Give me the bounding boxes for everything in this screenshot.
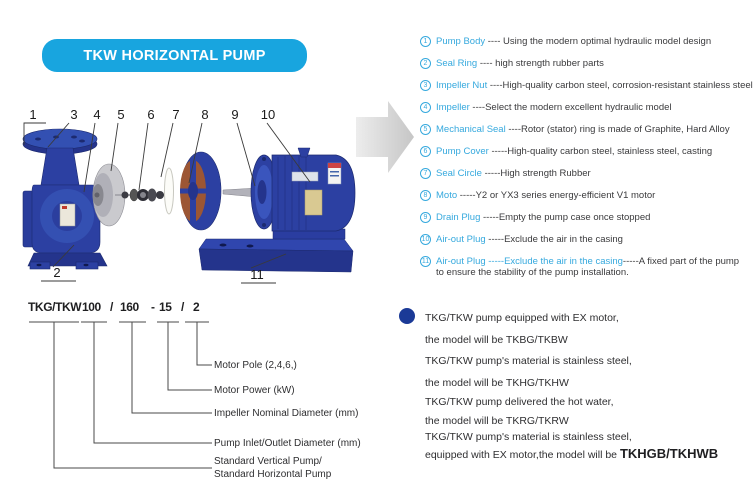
- label-standard-horizontal: Standard Horizontal Pump: [214, 469, 332, 480]
- callout-2: 2: [53, 265, 61, 280]
- callout-5: 5: [117, 107, 125, 122]
- part-item-8: [420, 190, 754, 201]
- part-desc: -----High-quality carbon steel, stainless steel, casting: [488, 146, 713, 157]
- seal-circle-gasket: [165, 168, 174, 214]
- part-item-1: [420, 36, 754, 47]
- part-number-badge: 8: [420, 190, 431, 201]
- part-number-badge: 9: [420, 212, 431, 223]
- part-desc: -----Y2 or YX3 series energy-efficient V1 motor: [457, 190, 656, 201]
- part-desc: -----A fixed part of the pump to ensure the stability of the pump installation.: [436, 256, 740, 278]
- model-code-power: 15: [159, 300, 172, 314]
- callout-9: 9: [231, 107, 239, 122]
- callout-8: 8: [201, 107, 209, 122]
- part-desc: ----Select the modern excellent hydraulic model: [469, 102, 672, 113]
- note-line: TKG/TKW pump delivered the hot water,: [425, 396, 614, 408]
- part-desc: ----High-quality carbon steel, corrosion-resistant stainless steel: [487, 80, 753, 91]
- part-number-badge: 2: [420, 58, 431, 69]
- part-name: Drain Plug: [436, 212, 481, 223]
- part-name: Air-out Plug: [436, 234, 486, 245]
- callout-7: 7: [172, 107, 180, 122]
- part-name: Mechanical Seal: [436, 124, 506, 135]
- part-desc: ----Rotor (stator) ring is made of Graphite, Hard Alloy: [505, 124, 730, 135]
- part-item-9: [420, 212, 754, 223]
- note-line: TKG/TKW pump's material is stainless steel,: [425, 355, 632, 367]
- part-name: Pump Body: [436, 36, 486, 47]
- bullet-icon: [399, 308, 415, 324]
- model-code-series: TKG/TKW: [28, 300, 82, 314]
- callout-4: 4: [93, 107, 101, 122]
- note-line: the model will be TKRG/TKRW: [425, 415, 569, 427]
- part-number-badge: 6: [420, 146, 431, 157]
- part-desc: -----Empty the pump case once stopped: [480, 212, 651, 223]
- callout-10: 10: [260, 107, 276, 122]
- part-name: Impeller Nut: [436, 80, 488, 91]
- callout-3: 3: [70, 107, 78, 122]
- part-number-badge: 1: [420, 36, 431, 47]
- part-name: Seal Circle: [436, 168, 482, 179]
- note-line: the model will be TKHG/TKHW: [425, 377, 569, 389]
- page-title: TKW HORIZONTAL PUMP: [83, 47, 266, 64]
- model-code-sep3: /: [181, 300, 184, 314]
- part-name: Moto: [436, 190, 458, 201]
- part-name: Seal Ring: [436, 58, 478, 69]
- note-line: the model will be TKBG/TKBW: [425, 334, 568, 346]
- exploded-pump-diagram: [10, 95, 430, 295]
- motor: [223, 148, 355, 231]
- callout-11: 11: [250, 267, 264, 282]
- note-highlight-model: TKHGB/TKHWB: [619, 446, 719, 461]
- label-standard-vertical: Standard Vertical Pump/: [214, 456, 322, 467]
- callout-6: 6: [147, 107, 155, 122]
- label-motor-pole: Motor Pole (2,4,6,): [214, 360, 297, 371]
- model-code-impeller: 160: [120, 300, 139, 314]
- model-code-inlet: 100: [82, 300, 101, 314]
- part-desc: -----High strength Rubber: [481, 168, 591, 179]
- parts-list: [420, 36, 754, 289]
- part-desc: ---- Using the modern optimal hydraulic model design: [485, 36, 712, 47]
- part-item-6: [420, 146, 754, 157]
- part-item-11: [420, 256, 746, 278]
- pump-base: [199, 229, 353, 272]
- label-motor-power: Motor Power (kW): [214, 385, 295, 396]
- part-desc: -----Exclude the air in the casing: [485, 234, 623, 245]
- note-line: TKG/TKW pump equipped with EX motor,: [425, 312, 619, 324]
- part-name: Impeller: [436, 102, 470, 113]
- model-code-pole: 2: [193, 300, 200, 314]
- right-arrow-icon: [356, 101, 414, 173]
- part-number-badge: 3: [420, 80, 431, 91]
- part-item-4: [420, 102, 754, 113]
- label-inlet-outlet: Pump Inlet/Outlet Diameter (mm): [214, 438, 361, 449]
- callout-1: 1: [29, 107, 37, 122]
- part-number-badge: 5: [420, 124, 431, 135]
- note-line-prefix: equipped with EX motor,the model will be: [425, 449, 620, 461]
- model-code-sep1: /: [110, 300, 113, 314]
- model-code-sep2: -: [151, 300, 155, 314]
- pump-cover: [180, 152, 221, 230]
- part-item-3: [420, 80, 754, 91]
- part-name: Pump Cover: [436, 146, 489, 157]
- part-name: Air-out Plug -----Exclude the air in the casing: [436, 256, 623, 267]
- label-impeller-diameter: Impeller Nominal Diameter (mm): [214, 408, 359, 419]
- part-number-badge: 11: [421, 258, 430, 265]
- model-code-connector-lines: [28, 320, 218, 490]
- part-item-2: [420, 58, 754, 69]
- part-number-badge: 10: [421, 236, 430, 243]
- part-desc: ---- high strength rubber parts: [477, 58, 604, 69]
- part-number-badge: 4: [420, 102, 431, 113]
- part-number-badge: 7: [420, 168, 431, 179]
- part-item-5: [420, 124, 754, 135]
- part-item-10: [420, 234, 754, 245]
- note-line: TKG/TKW pump's material is stainless steel,: [425, 431, 632, 443]
- part-item-7: [420, 168, 754, 179]
- title-banner: [42, 39, 307, 72]
- note-line: [425, 446, 718, 461]
